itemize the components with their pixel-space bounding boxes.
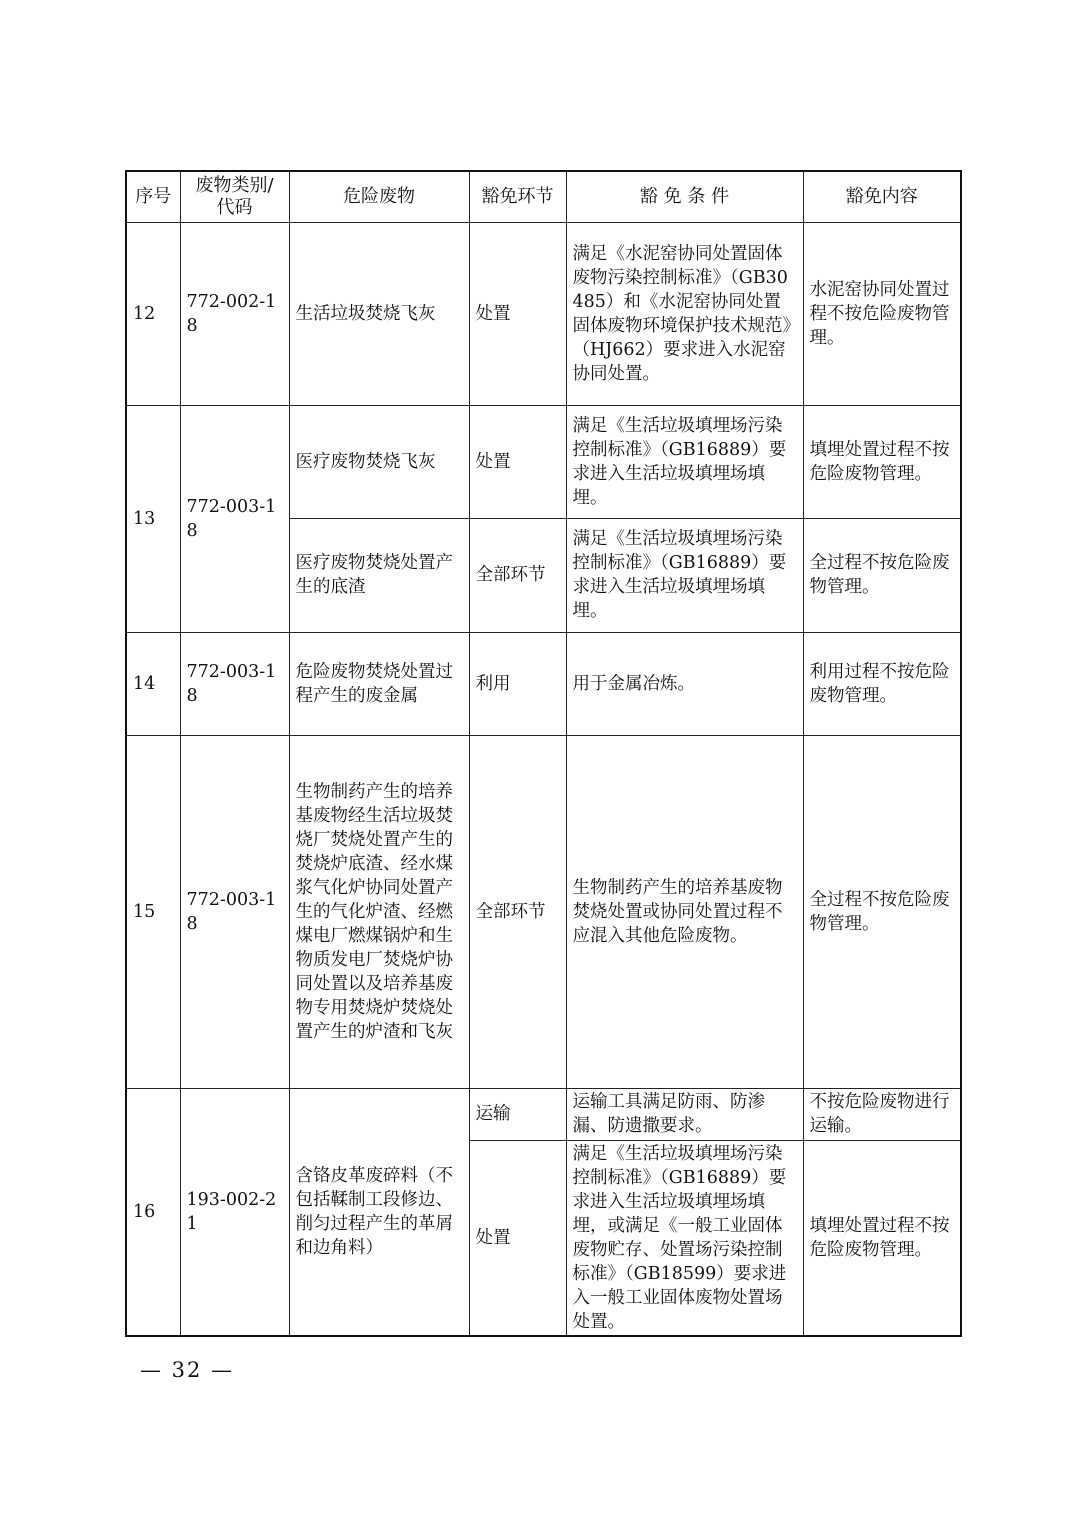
exemption-table xyxy=(125,170,962,1337)
waste-code: 193-002-21 xyxy=(180,1088,289,1336)
table-row xyxy=(126,632,961,735)
waste-code: 772-002-18 xyxy=(180,222,289,405)
header-content: 豁免内容 xyxy=(803,171,961,222)
exempt-content: 填埋处置过程不按危险废物管理。 xyxy=(803,1140,961,1336)
header-no: 序号 xyxy=(126,171,180,222)
exempt-stage: 利用 xyxy=(469,632,566,735)
exempt-stage: 全部环节 xyxy=(469,735,566,1088)
row-number: 15 xyxy=(126,735,180,1088)
exempt-content: 全过程不按危险废物管理。 xyxy=(803,735,961,1088)
exempt-condition: 运输工具满足防雨、防渗漏、防遗撒要求。 xyxy=(566,1088,803,1140)
exempt-content: 填埋处置过程不按危险废物管理。 xyxy=(803,405,961,518)
exempt-condition: 生物制药产生的培养基废物焚烧处置或协同处置过程不应混入其他危险废物。 xyxy=(566,735,803,1088)
header-waste: 危险废物 xyxy=(289,171,469,222)
table-row xyxy=(126,735,961,1088)
row-number: 16 xyxy=(126,1088,180,1336)
exempt-stage: 全部环节 xyxy=(469,518,566,632)
exempt-condition: 用于金属冶炼。 xyxy=(566,632,803,735)
header-category: 废物类别/代码 xyxy=(180,171,289,222)
waste-name: 医疗废物焚烧飞灰 xyxy=(289,405,469,518)
waste-name: 含铬皮革废碎料（不包括鞣制工段修边、削匀过程产生的革屑和边角料） xyxy=(289,1088,469,1336)
header-stage: 豁免环节 xyxy=(469,171,566,222)
waste-code: 772-003-18 xyxy=(180,735,289,1088)
header-condition: 豁 免 条 件 xyxy=(566,171,803,222)
page-number: — 32 — xyxy=(140,1358,235,1382)
waste-name: 医疗废物焚烧处置产生的底渣 xyxy=(289,518,469,632)
table-row xyxy=(126,1088,961,1140)
exempt-stage: 运输 xyxy=(469,1088,566,1140)
header-row xyxy=(126,171,961,222)
exempt-stage: 处置 xyxy=(469,1140,566,1336)
exempt-stage: 处置 xyxy=(469,222,566,405)
exempt-condition: 满足《生活垃圾填埋场污染控制标准》（GB16889）要求进入生活垃圾填埋场填埋。 xyxy=(566,405,803,518)
waste-code: 772-003-18 xyxy=(180,632,289,735)
waste-code: 772-003-18 xyxy=(180,405,289,632)
table-row xyxy=(126,222,961,405)
exempt-content: 不按危险废物进行运输。 xyxy=(803,1088,961,1140)
exempt-condition: 满足《水泥窑协同处置固体废物污染控制标准》（GB30485）和《水泥窑协同处置固体废物环境保护技术规范》（HJ662）要求进入水泥窑协同处置。 xyxy=(566,222,803,405)
exempt-content: 全过程不按危险废物管理。 xyxy=(803,518,961,632)
exempt-condition: 满足《生活垃圾填埋场污染控制标准》（GB16889）要求进入生活垃圾填埋场填埋。 xyxy=(566,518,803,632)
row-number: 13 xyxy=(126,405,180,632)
exempt-condition: 满足《生活垃圾填埋场污染控制标准》（GB16889）要求进入生活垃圾填埋场填埋，或满足《一般工业固体废物贮存、处置场污染控制标准》（GB18599）要求进入一般工业固体废物处置场处置。 xyxy=(566,1140,803,1336)
table-row xyxy=(126,405,961,518)
waste-name: 生物制药产生的培养基废物经生活垃圾焚烧厂焚烧处置产生的焚烧炉底渣、经水煤浆气化炉协同处置产生的气化炉渣、经燃煤电厂燃煤锅炉和生物质发电厂焚烧炉协同处置以及培养基废物专用焚烧炉焚烧处置产生的炉渣和飞灰 xyxy=(289,735,469,1088)
row-number: 12 xyxy=(126,222,180,405)
exempt-stage: 处置 xyxy=(469,405,566,518)
waste-name: 生活垃圾焚烧飞灰 xyxy=(289,222,469,405)
exempt-content: 利用过程不按危险废物管理。 xyxy=(803,632,961,735)
row-number: 14 xyxy=(126,632,180,735)
exempt-content: 水泥窑协同处置过程不按危险废物管理。 xyxy=(803,222,961,405)
waste-name: 危险废物焚烧处置过程产生的废金属 xyxy=(289,632,469,735)
